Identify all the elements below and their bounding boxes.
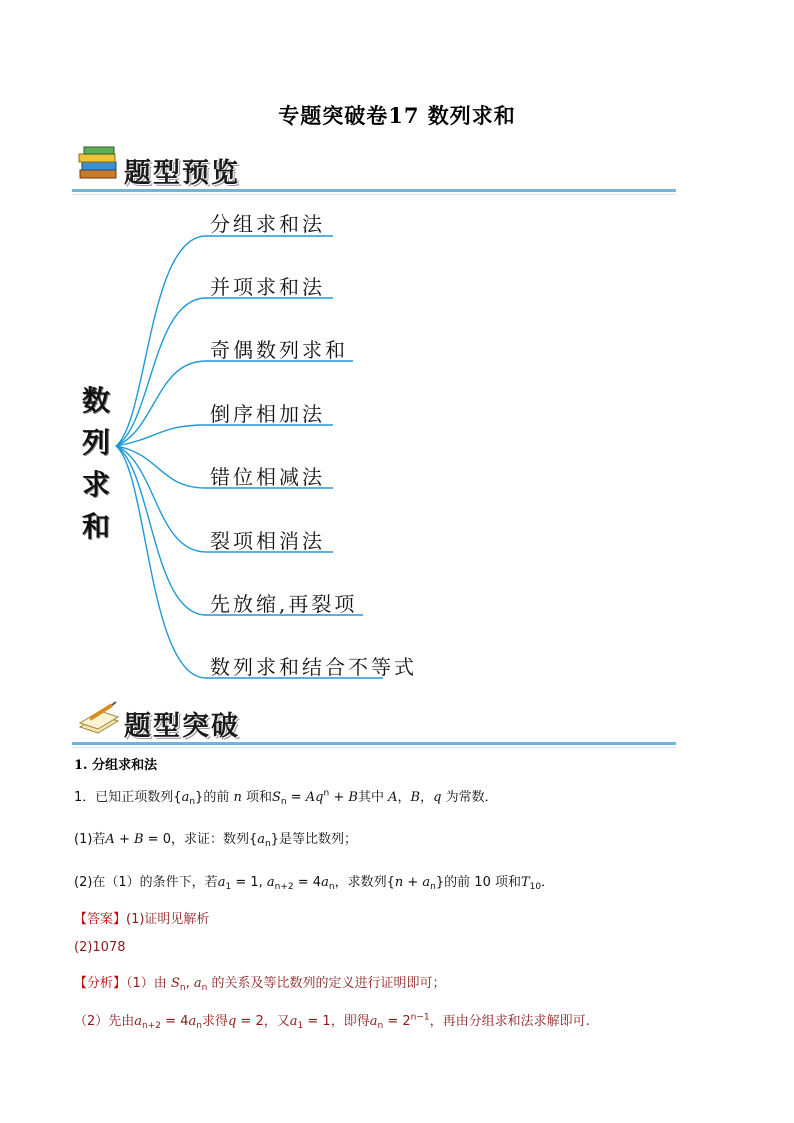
mindmap-root: 数 列 求 和 — [81, 384, 110, 543]
analysis-line-2: （2）先由$a_{n+2} = 4a_n$求得q = 2，又$a_1 = 1$，即得$a_n = 2^{n-1}$，再由分组求和法求解即可. — [74, 1012, 590, 1031]
answer-tag: 【答案】 — [74, 912, 127, 927]
notebook-pencil-icon — [76, 697, 122, 737]
header-divider — [72, 742, 676, 745]
document-title: 专题突破卷17 数列求和 — [278, 103, 516, 128]
analysis-tag: 【分析】 — [74, 976, 127, 991]
breakthrough-section-header — [72, 695, 676, 745]
question-1-part-2: (2)在（1）的条件下，若$a_1 = 1$, $a_{n+2} = 4a_n$，求数列$\{n + a_n\}$的前 10 项和$T_{10}$． — [74, 875, 555, 892]
mindmap-branch: 倒序相加法 — [210, 402, 325, 426]
analysis-line-1: 【分析】（1）由 $S_n$, $a_n$ 的关系及等比数列的定义进行证明即可； — [74, 976, 446, 993]
breakthrough-header-label: 题型突破 — [124, 711, 240, 742]
mindmap-branch: 并项求和法 — [210, 275, 325, 299]
mindmap-branch: 裂项相消法 — [210, 529, 325, 553]
question-1-part-1: (1)若A + B = 0，求证：数列$\{a_n\}$是等比数列； — [74, 832, 358, 849]
mindmap-branch: 错位相减法 — [210, 465, 325, 489]
subsection-title: 1. 分组求和法 — [74, 758, 158, 773]
answer-line-2: (2)1078 — [74, 940, 126, 955]
mindmap-branch: 数列求和结合不等式 — [210, 655, 417, 679]
overview-section-header — [72, 142, 676, 192]
overview-header-label: 题型预览 — [124, 158, 240, 189]
mindmap-branch: 奇偶数列求和 — [210, 338, 348, 362]
books-icon — [76, 144, 122, 184]
question-1-intro: 1．已知正项数列$\{a_n\}$的前 n 项和$S_n = Aq^n + B$其中 A，B，q 为常数． — [74, 788, 498, 807]
mindmap-branch: 分组求和法 — [210, 212, 325, 236]
answer-line: 【答案】(1)证明见解析 — [74, 912, 210, 927]
header-divider — [72, 189, 676, 192]
mindmap-branch: 先放缩,再裂项 — [210, 592, 358, 616]
branch-connector — [116, 425, 333, 446]
